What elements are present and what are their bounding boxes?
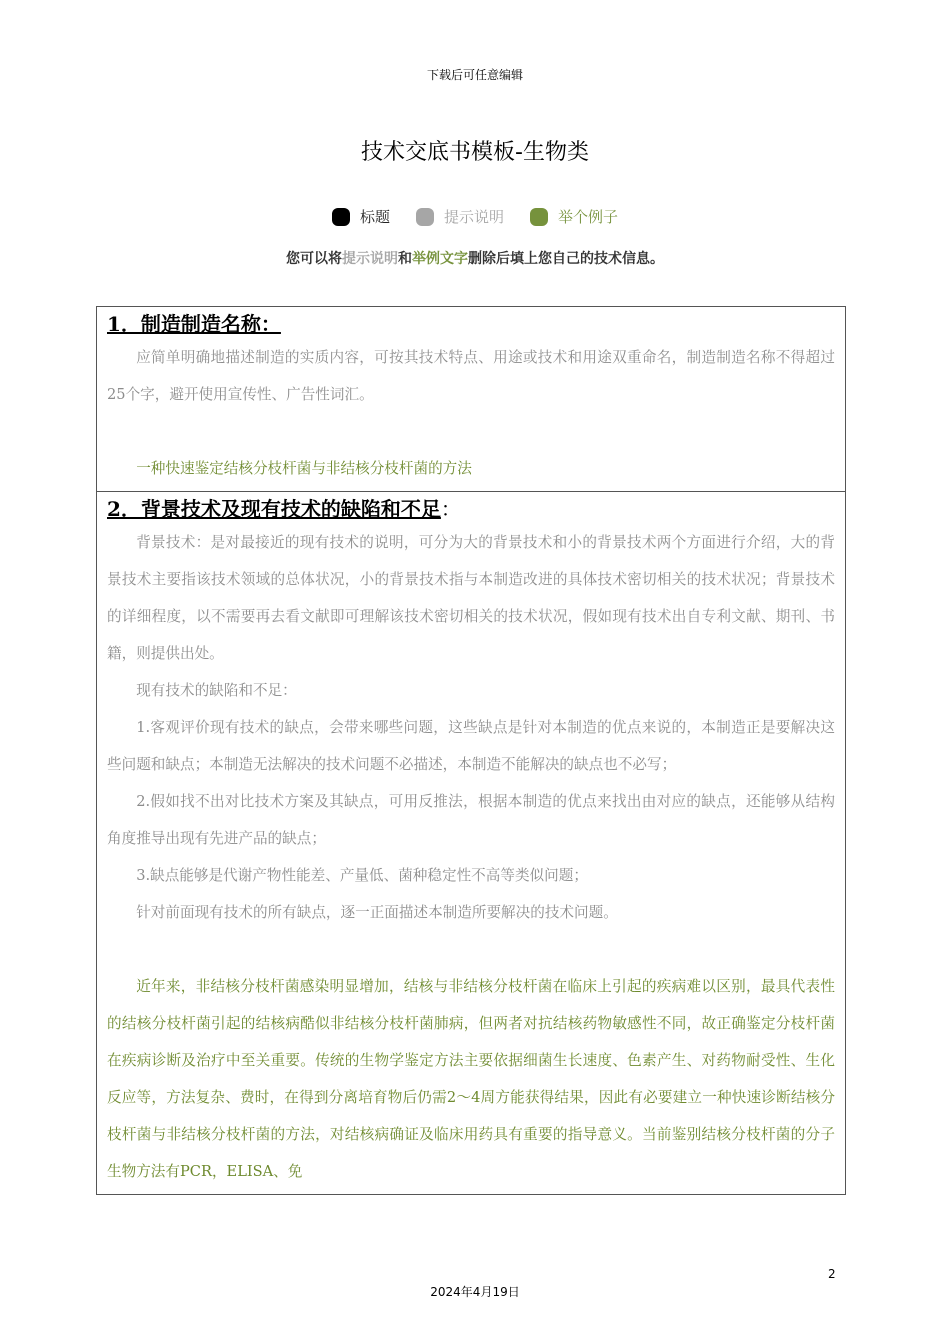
section-2-heading-tail: ：: [440, 497, 461, 521]
section-2-hint-item-1: 1.客观评价现有技术的缺点，会带来哪些问题，这些缺点是针对本制造的优点来说的，本制造正是要解决这些问题和缺点；本制造无法解决的技术问题不必描述，本制造不能解决的缺点也不必写；: [107, 719, 835, 773]
section-invention-name: [97, 307, 845, 491]
disclosure-table: [96, 306, 846, 1195]
legend-label-example: 举个例子: [558, 208, 619, 226]
section-2-heading-text: 2．背景技术及现有技术的缺陷和不足: [107, 497, 441, 521]
section-2-hint-item-2: 2.假如找不出对比技术方案及其缺点，可用反推法，根据本制造的优点来找出由对应的缺点，还能够从结构角度推导出现有先进产品的缺点；: [107, 793, 835, 847]
section-2-hint-background: 背景技术：是对最接近的现有技术的说明，可分为大的背景技术和小的背景技术两个方面进行介绍，大的背景技术主要指该技术领域的总体状况，小的背景技术指与本制造改进的具体技术密切相关的技术状况；背景技术的详细程度，以不需要再去看文献即可理解该技术密切相关的技术状况，假如现有技术出自专利文献、期刊、书籍，则提供出处。: [107, 534, 835, 662]
instruction-line: [0, 248, 950, 268]
section-1-heading: [107, 307, 835, 339]
instruction-text-1: 您可以将: [286, 251, 342, 267]
instruction-text-2: 和: [398, 251, 412, 267]
instruction-example-word: 举例文字: [412, 251, 468, 267]
section-background: [97, 491, 845, 1194]
color-legend: [0, 206, 950, 227]
section-1-heading-text: 1．制造制造名称：: [107, 312, 281, 336]
instruction-text-3: 删除后填上您自己的技术信息。: [468, 251, 664, 267]
document-title: 技术交底书模板-生物类: [361, 140, 589, 165]
section-2-heading: [107, 492, 835, 524]
section-2-hint-item-3: 3.缺点能够是代谢产物性能差、产量低、菌种稳定性不高等类似问题；: [136, 867, 588, 884]
legend-item-example: [530, 206, 618, 227]
page-number: 2: [828, 1267, 836, 1281]
legend-label-hint: 提示说明: [443, 208, 504, 226]
section-2-hint-defects: 现有技术的缺陷和不足：: [136, 682, 297, 699]
instruction-hint-word: 提示说明: [342, 251, 398, 267]
footer-date: 2024年4月19日: [430, 1285, 520, 1299]
header-note: 下载后可任意编辑: [426, 68, 523, 82]
section-2-hint-summary: 针对前面现有技术的所有缺点，逐一正面描述本制造所要解决的技术问题。: [136, 904, 618, 921]
legend-item-title: [332, 206, 390, 227]
legend-label-title: 标题: [359, 208, 390, 226]
section-1-hint: 应简单明确地描述制造的实质内容，可按其技术特点、用途或技术和用途双重命名，制造制造名称不得超过25个字，避开使用宣传性、广告性词汇。: [107, 349, 835, 403]
section-2-example: 近年来，非结核分枝杆菌感染明显增加，结核与非结核分枝杆菌在临床上引起的疾病难以区别，最具代表性的结核分枝杆菌引起的结核病酷似非结核分枝杆菌肺病，但两者对抗结核药物敏感性不同，故正确鉴定分枝杆菌在疾病诊断及治疗中至关重要。传统的生物学鉴定方法主要依据细菌生长速度、色素产生、对药物耐受性、生化反应等，方法复杂、费时，在得到分离培育物后仍需2～4周方能获得结果，因此有必要建立一种快速诊断结核分枝杆菌与非结核分枝杆菌的方法，对结核病确证及临床用药具有重要的指导意义。当前鉴别结核分枝杆菌的分子生物方法有PCR，ELISA、免: [107, 978, 835, 1180]
legend-dot-gray: [416, 208, 434, 226]
legend-dot-black: [332, 208, 350, 226]
legend-item-hint: [416, 206, 504, 227]
legend-dot-green: [530, 208, 548, 226]
section-1-example: 一种快速鉴定结核分枝杆菌与非结核分枝杆菌的方法: [136, 460, 472, 477]
